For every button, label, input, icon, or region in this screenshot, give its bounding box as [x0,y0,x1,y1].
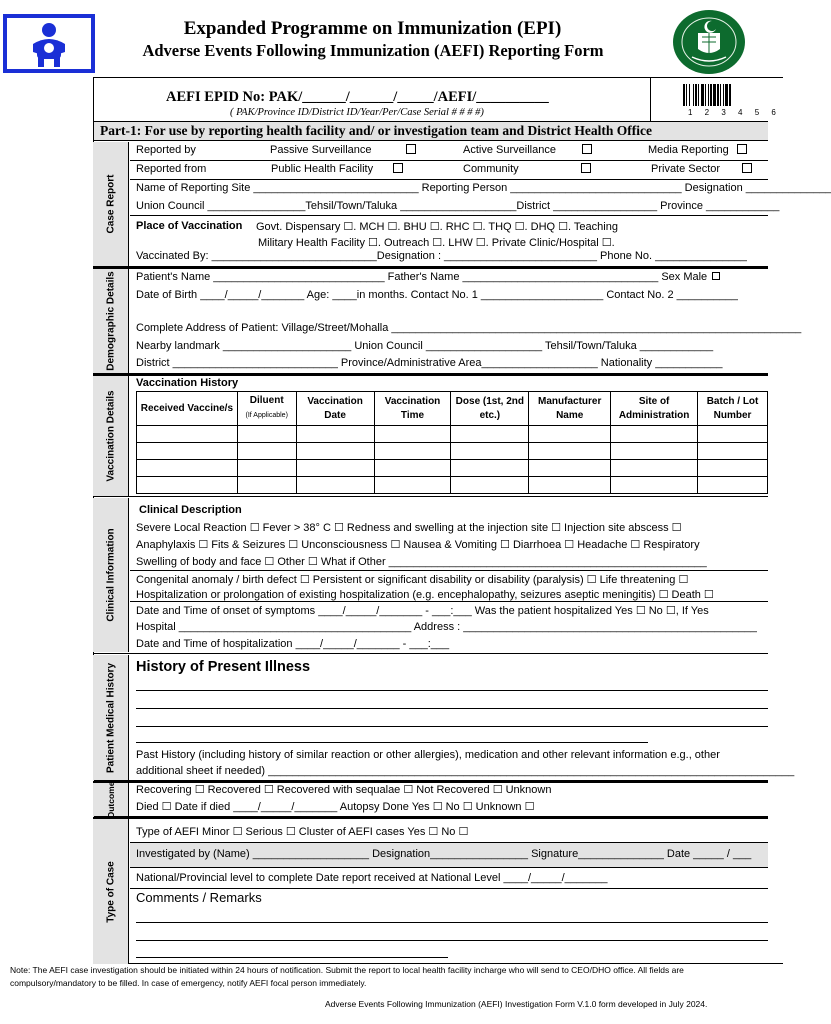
section-demographic: Demographic Details [93,269,129,373]
place-of-vaccination-label: Place of Vaccination [136,220,243,232]
epi-logo-icon [3,14,95,73]
vaccinated-by-row[interactable]: Vaccinated By: ___________________________Designation : _________________________ Phone No. _______________ [136,250,747,262]
history-line[interactable] [136,708,768,709]
place-options-row2[interactable]: Military Health Facility ☐. Outreach ☐. LHW ☐. Private Clinic/Hospital ☐. [258,237,615,249]
clinical-line-2[interactable]: Anaphylaxis ☐ Fits & Seizures ☐ Unconsciousness ☐ Nausea & Vomiting ☐ Diarrhoea ☐ Headache ☐ Respiratory [136,539,700,551]
investigated-by-row[interactable]: Investigated by (Name) ___________________ Designation________________ Signature______________ Date _____ / ___ [136,848,752,860]
community-checkbox[interactable] [581,163,591,173]
col-diluent: Diluent (If Applicable) [237,392,296,426]
date-of-birth-row[interactable]: Date of Birth ____/_____/_______ Age: ____in months. Contact No. 1 ____________________ Contact No. 2 __________ [136,289,738,301]
history-line[interactable] [136,690,768,691]
clinical-line-7[interactable]: Hospital ______________________________________ Address : ________________________________________________ [136,621,757,633]
form-title: Expanded Programme on Immunization (EPI) [183,18,562,39]
media-reporting-option[interactable]: Media Reporting [648,144,747,156]
private-checkbox[interactable] [742,163,752,173]
private-sector-option[interactable]: Private Sector [651,163,752,175]
section-history: Patient Medical History [93,655,129,781]
col-received-vaccine: Received Vaccine/s [137,392,238,426]
epid-format-hint: ( PAK/Province ID/District ID/Year/Per/Case Serial # # # #) [230,107,484,118]
col-vaccination-time: Vaccination Time [374,392,451,426]
reported-by-row: Reported by [136,144,196,156]
media-checkbox[interactable] [737,144,747,154]
active-checkbox[interactable] [582,144,592,154]
vaccination-history-heading: Vaccination History [136,377,239,389]
address-row[interactable]: Complete Address of Patient: Village/Street/Mohalla ___________________________________________________________________ [136,322,802,334]
part1-heading: Part-1: For use by reporting health facility and/ or investigation team and District Health Office [100,123,652,138]
government-seal-icon [672,9,746,75]
comments-line[interactable] [136,940,768,941]
clinical-line-5[interactable]: Hospitalization or prolongation of existing hospitalization (e.g. encephalopathy, seizures aseptic meningitis) ☐ Death ☐ [136,589,714,601]
section-vaccination: Vaccination Details [93,376,129,496]
table-row[interactable] [137,460,768,477]
past-history-row[interactable]: Past History (including history of similar reaction or other allergies), medication and other relevant information e.g., other [136,749,720,761]
patient-name-row[interactable]: Patient's Name ____________________________ Father's Name ________________________________ Sex Male [136,271,722,283]
form-subtitle: Adverse Events Following Immunization (AEFI) Reporting Form [142,41,604,60]
public-facility-option[interactable]: Public Health Facility [271,163,403,175]
place-options-row1[interactable]: Govt. Dispensary ☐. MCH ☐. BHU ☐. RHC ☐. THQ ☐. DHQ ☐. Teaching [256,221,618,233]
reported-from-label: Reported from [136,163,207,175]
community-option[interactable]: Community [463,163,591,175]
reporting-site-row[interactable]: Name of Reporting Site ___________________________ Reporting Person ____________________________ Designation ______________ [136,182,831,194]
passive-checkbox[interactable] [406,144,416,154]
type-of-aefi-row[interactable]: Type of AEFI Minor ☐ Serious ☐ Cluster of AEFI cases Yes ☐ No ☐ [136,826,469,838]
table-row[interactable] [137,443,768,460]
clinical-line-6[interactable]: Date and Time of onset of symptoms ____/_____/_______ - ___:___ Was the patient hospitalized Yes ☐ No ☐, If Yes [136,605,709,617]
col-dose: Dose (1st, 2nd etc.) [451,392,529,426]
col-vaccination-date: Vaccination Date [296,392,374,426]
comments-heading: Comments / Remarks [136,890,262,905]
diluent-note: (If Applicable) [245,412,288,419]
outcome-line-1[interactable]: Recovering ☐ Recovered ☐ Recovered with sequalae ☐ Not Recovered ☐ Unknown [136,784,552,796]
section-outcome: Outcome [93,783,129,817]
footer-version: Adverse Events Following Immunization (AEFI) Investigation Form V.1.0 form developed in July 2024. [325,999,708,1009]
district-row[interactable]: District ___________________________ Province/Administrative Area___________________ Nationality ___________ [136,357,723,369]
table-row[interactable] [137,426,768,443]
national-level-row[interactable]: National/Provincial level to complete Date report received at National Level ____/_____/_______ [136,872,608,884]
clinical-description-heading: Clinical Description [139,504,242,516]
section-clinical: Clinical Information [93,498,129,652]
history-line[interactable] [136,726,768,727]
vaccination-table [136,391,768,494]
male-checkbox[interactable] [712,272,720,280]
history-line[interactable] [136,742,648,743]
comments-line[interactable] [136,957,448,958]
clinical-line-1[interactable]: Severe Local Reaction ☐ Fever > 38° C ☐ Redness and swelling at the injection site ☐ Injection site abscess ☐ [136,522,682,534]
clinical-line-3[interactable]: Swelling of body and face ☐ Other ☐ What if Other ____________________________________________________ [136,556,707,568]
table-row[interactable] [137,477,768,494]
col-manufacturer: Manufacturer Name [529,392,611,426]
outcome-line-2[interactable]: Died ☐ Date if died ____/_____/_______ Autopsy Done Yes ☐ No ☐ Unknown ☐ [136,801,535,813]
epid-number-field[interactable]: AEFI EPID No: PAK/______/______/_____/AEFI/__________ [166,89,549,105]
public-checkbox[interactable] [393,163,403,173]
active-surveillance-option[interactable]: Active Surveillance [463,144,592,156]
section-case-report: Case Report [93,142,129,266]
clinical-line-8[interactable]: Date and Time of hospitalization ____/_____/_______ - ___:___ [136,638,450,650]
passive-surveillance-option[interactable]: Passive Surveillance [270,144,416,156]
col-batch: Batch / Lot Number [698,392,768,426]
footer-note: Note: The AEFI case investigation should be initiated within 24 hours of notification. Submit the report to local health facility incharge who will send to CEO/DHO office. All fields are compulsory/mandatory to be filled. In case of emergency, notify AEFI focal person immediately. [10,965,684,988]
history-heading: History of Present Illness [136,659,311,675]
comments-line[interactable] [136,922,768,923]
landmark-row[interactable]: Nearby landmark _____________________ Union Council ___________________ Tehsil/Town/Taluka ____________ [136,340,714,352]
past-history-row-2[interactable]: additional sheet if needed) ______________________________________________________________________________________ [136,765,795,777]
union-council-row[interactable]: Union Council ________________Tehsil/Town/Taluka ___________________District _________________ Province ____________ [136,200,780,212]
col-site: Site of Administration [611,392,698,426]
section-type-of-case: Type of Case [93,819,129,964]
barcode-digits: 1 2 3 4 5 6 [688,108,781,117]
barcode-icon [683,84,769,109]
clinical-line-4[interactable]: Congenital anomaly / birth defect ☐ Persistent or significant disability or disability (paralysis) ☐ Life threatening ☐ [136,574,689,586]
